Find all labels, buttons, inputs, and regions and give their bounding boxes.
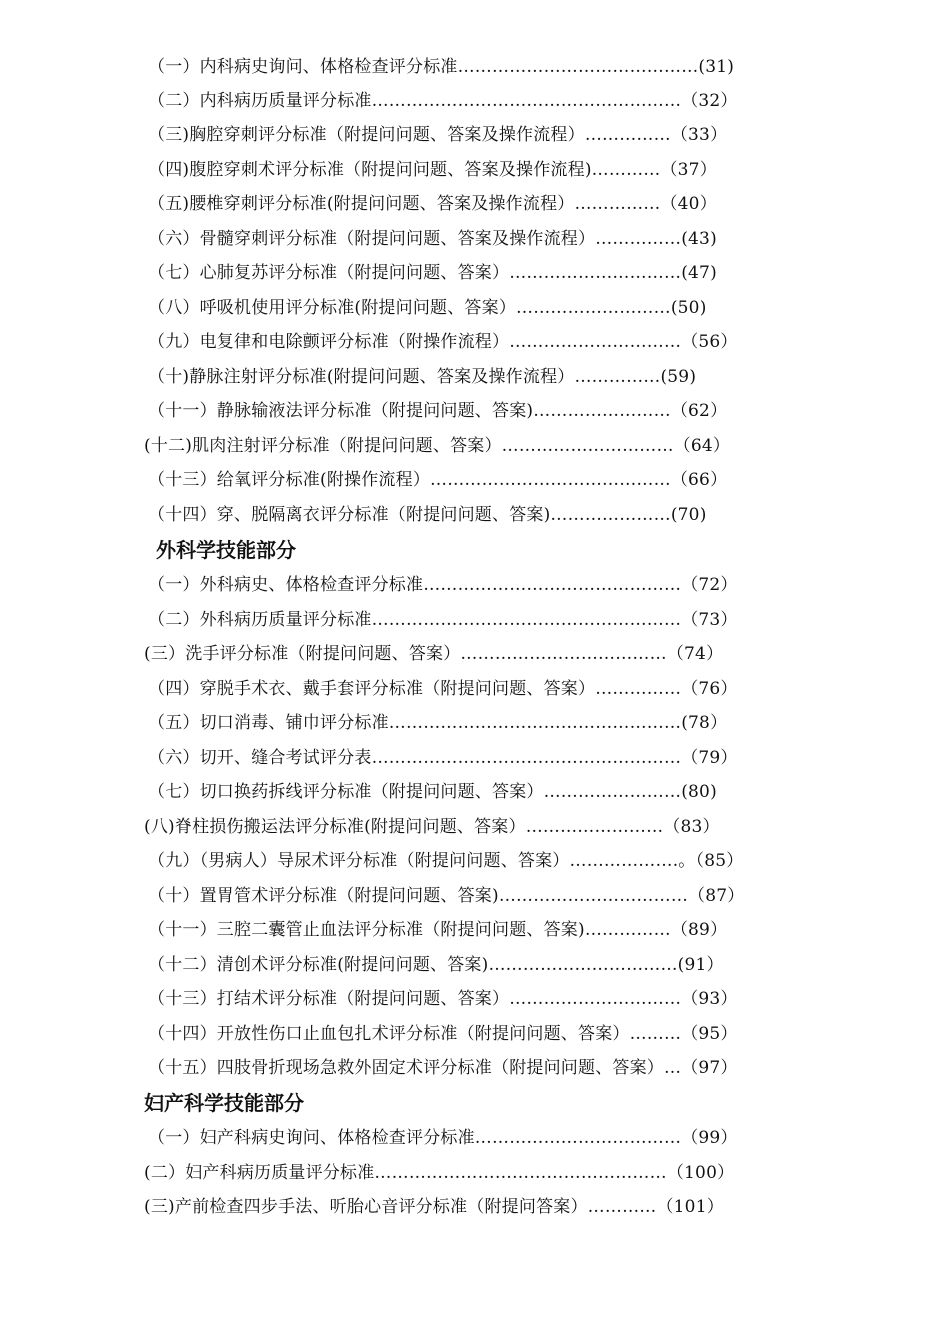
- toc-entry: （二）外科病历质量评分标准………………………………………………（73）: [148, 610, 738, 630]
- toc-entry: （五)腰椎穿刺评分标准(附提问问题、答案及操作流程）……………（40）: [148, 194, 717, 214]
- section-heading-surgery: 外科学技能部分: [156, 538, 296, 562]
- toc-entry: （八）呼吸机使用评分标准(附提问问题、答案）………………………(50): [148, 298, 707, 318]
- toc-entry: （十一）静脉输液法评分标准（附提问问题、答案)……………………（62）: [148, 401, 728, 421]
- toc-entry: (三)产前检查四步手法、听胎心音评分标准（附提问答案）…………（101）: [144, 1197, 724, 1217]
- toc-entry: （二）内科病历质量评分标准………………………………………………（32）: [148, 91, 738, 111]
- toc-entry: （七）切口换药拆线评分标准（附提问问题、答案）……………………(80): [148, 782, 717, 802]
- toc-entry: （四）穿脱手术衣、戴手套评分标准（附提问问题、答案）……………（76）: [148, 679, 738, 699]
- toc-entry: （七）心肺复苏评分标准（附提问问题、答案）…………………………(47): [148, 263, 717, 283]
- toc-entry: （三)胸腔穿刺评分标准（附提问问题、答案及操作流程）……………（33）: [148, 125, 728, 145]
- toc-entry: （十）置胃管术评分标准（附提问问题、答案)……………………………（87）: [148, 886, 745, 906]
- toc-entry: （四)腹腔穿刺术评分标准（附提问问题、答案及操作流程)…………（37）: [148, 160, 717, 180]
- toc-entry: （九）电复律和电除颤评分标准（附操作流程）…………………………（56）: [148, 332, 738, 352]
- toc-entry: （一）外科病史、体格检查评分标准………………………………………（72）: [148, 575, 738, 595]
- section-heading-obgyn: 妇产科学技能部分: [144, 1091, 304, 1115]
- toc-entry: （一）妇产科病史询问、体格检查评分标准………………………………（99）: [148, 1128, 738, 1148]
- toc-entry: （十三）给氧评分标准(附操作流程）……………………………………（66）: [148, 470, 728, 490]
- toc-entry: （十五）四肢骨折现场急救外固定术评分标准（附提问问题、答案）…（97）: [148, 1058, 738, 1078]
- toc-entry: (三）洗手评分标准（附提问问题、答案）………………………………（74）: [144, 644, 724, 664]
- toc-entry: (八)脊柱损伤搬运法评分标准(附提问问题、答案）……………………（83）: [144, 817, 720, 837]
- toc-entry: （九）（男病人）导尿术评分标准（附提问问题、答案）……………….。（85）: [148, 851, 744, 871]
- toc-entry: （五）切口消毒、铺巾评分标准……………………………………………(78）: [148, 713, 728, 733]
- toc-entry: （十)静脉注射评分标准(附提问问题、答案及操作流程）……………(59): [148, 367, 697, 387]
- toc-entry: (二）妇产科病历质量评分标准……………………………………………（100）: [144, 1163, 735, 1183]
- toc-entry: （十二）清创术评分标准(附提问问题、答案)……………………………(91）: [148, 955, 724, 975]
- toc-entry: （一）内科病史询问、体格检查评分标准……………………………………(31): [148, 57, 735, 77]
- toc-entry: (十二)肌肉注射评分标准（附提问问题、答案）…………………………（64）: [144, 436, 731, 456]
- toc-entry: （十三）打结术评分标准（附提问问题、答案）…………………………（93）: [148, 989, 738, 1009]
- toc-entry: （六）切开、缝合考试评分表………………………………………………（79）: [148, 748, 738, 768]
- toc-entry: （十四）穿、脱隔离衣评分标准（附提问问题、答案)…………………(70): [148, 505, 707, 525]
- toc-entry: （六）骨髓穿刺评分标准（附提问问题、答案及操作流程）……………(43): [148, 229, 717, 249]
- toc-entry: （十一）三腔二囊管止血法评分标准（附提问问题、答案)……………（89）: [148, 920, 728, 940]
- toc-entry: （十四）开放性伤口止血包扎术评分标准（附提问问题、答案）………（95）: [148, 1024, 738, 1044]
